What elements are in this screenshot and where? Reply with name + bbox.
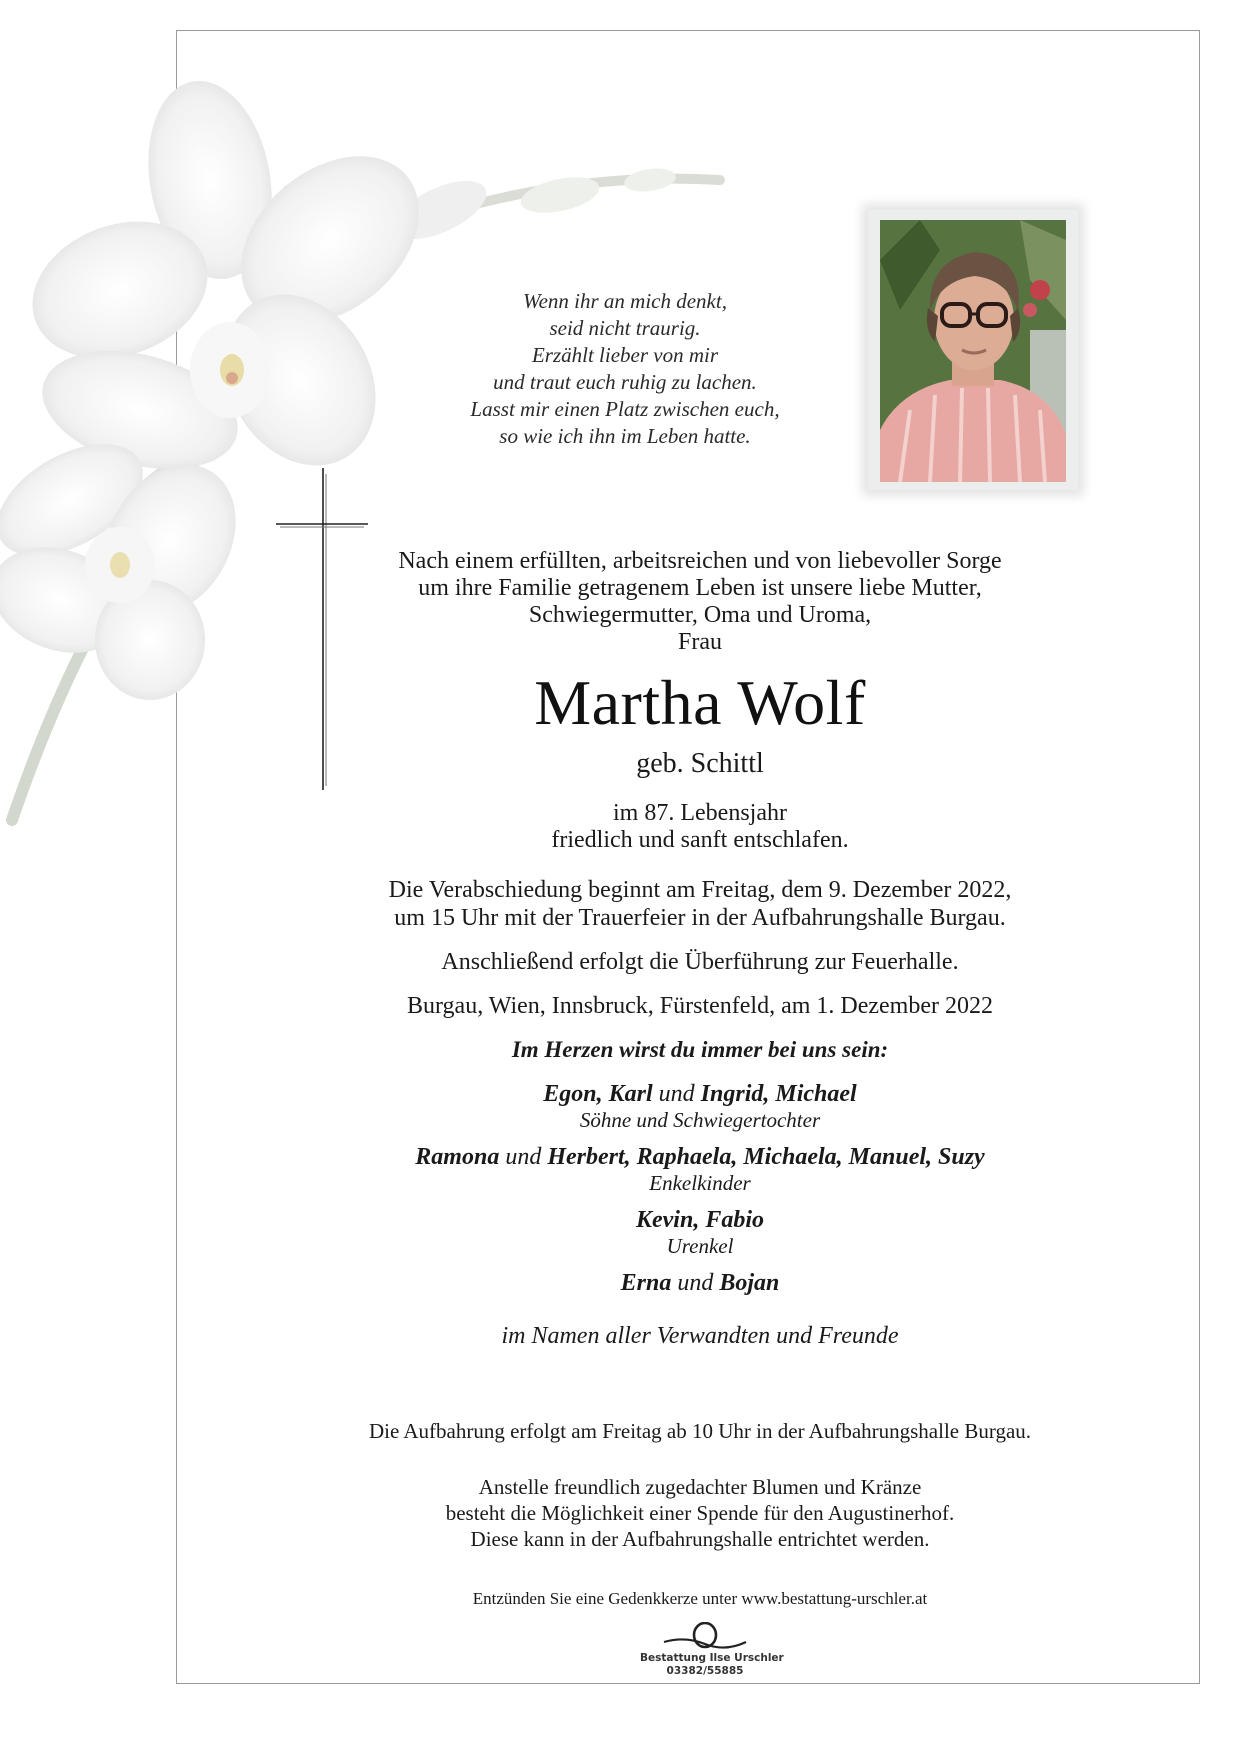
logo-phone: 03382/55885 bbox=[666, 1665, 744, 1677]
mourner-name-part: Herbert, Raphaela, Michaela, Manuel, Suzy bbox=[547, 1144, 985, 1170]
farewell-line: um 15 Uhr mit der Trauerfeier in der Aufbahrungshalle Burgau. bbox=[394, 905, 1006, 931]
mourner-connector: und bbox=[652, 1081, 701, 1107]
memorial-candle-link[interactable]: Entzünden Sie eine Gedenkkerze unter www.bestattung-urschler.at bbox=[472, 1589, 928, 1608]
donation-line: Anstelle freundlich zugedachter Blumen und Kränze bbox=[478, 1475, 922, 1499]
mourner-names bbox=[320, 1206, 1080, 1234]
portrait-image bbox=[880, 220, 1066, 482]
mourner-name-part: Ingrid, Michael bbox=[700, 1081, 857, 1107]
mourner-group bbox=[320, 1143, 1080, 1196]
poem-line: seid nicht traurig. bbox=[549, 316, 701, 340]
age-line: im 87. Lebensjahr bbox=[613, 800, 787, 826]
mourner-role: Urenkel bbox=[666, 1234, 734, 1258]
mourner-role: Enkelkinder bbox=[649, 1171, 751, 1195]
mourner-name-part: Kevin, Fabio bbox=[635, 1207, 764, 1233]
funeral-home-logo bbox=[640, 1622, 784, 1678]
mourner-role: Söhne und Schwiegertochter bbox=[579, 1108, 821, 1132]
portrait-photo bbox=[868, 210, 1078, 490]
intro-line: Schwiegermutter, Oma und Uroma, bbox=[528, 602, 872, 628]
mourner-name-part: Erna bbox=[620, 1270, 672, 1296]
mourner-name-part: Ramona bbox=[415, 1144, 500, 1170]
mourner-group bbox=[320, 1080, 1080, 1133]
mourner-group bbox=[320, 1269, 1080, 1297]
age-line: friedlich und sanft entschlafen. bbox=[551, 827, 849, 853]
intro-line: Nach einem erfüllten, arbeitsreichen und von liebevoller Sorge bbox=[398, 548, 1002, 574]
memorial-poem bbox=[420, 288, 830, 450]
funeral-home-logo-icon bbox=[660, 1622, 750, 1652]
all-relatives-line: im Namen aller Verwandten und Freunde bbox=[501, 1323, 899, 1349]
mourner-name-part: Egon, Karl bbox=[543, 1081, 653, 1107]
deceased-name: Martha Wolf bbox=[534, 667, 866, 738]
farewell-line: Die Verabschiedung beginnt am Freitag, dem 9. Dezember 2022, bbox=[388, 877, 1012, 903]
mourner-connector: und bbox=[671, 1270, 720, 1296]
transfer-note: Anschließend erfolgt die Überführung zur Feuerhalle. bbox=[441, 949, 959, 975]
mourner-connector: und bbox=[499, 1144, 548, 1170]
mourners-list bbox=[320, 1080, 1080, 1307]
mourner-names bbox=[320, 1143, 1080, 1171]
poem-line: so wie ich ihn im Leben hatte. bbox=[499, 424, 751, 448]
intro-line: um ihre Familie getragenem Leben ist unsere liebe Mutter, bbox=[418, 575, 982, 601]
donation-line: besteht die Möglichkeit einer Spende für den Augustinerhof. bbox=[445, 1501, 955, 1525]
mourner-group bbox=[320, 1206, 1080, 1259]
intro-line: Frau bbox=[678, 629, 722, 655]
in-heart-heading: Im Herzen wirst du immer bei uns sein: bbox=[511, 1037, 889, 1062]
place-and-date: Burgau, Wien, Innsbruck, Fürstenfeld, am 1. Dezember 2022 bbox=[406, 993, 993, 1019]
age-statement bbox=[320, 800, 1080, 854]
viewing-notice: Die Aufbahrung erfolgt am Freitag ab 10 Uhr in der Aufbahrungshalle Burgau. bbox=[368, 1419, 1032, 1443]
poem-line: Wenn ihr an mich denkt, bbox=[523, 289, 727, 313]
donation-line: Diese kann in der Aufbahrungshalle entrichtet werden. bbox=[470, 1527, 930, 1551]
poem-line: und traut euch ruhig zu lachen. bbox=[493, 370, 757, 394]
poem-line: Erzählt lieber von mir bbox=[531, 343, 719, 367]
donation-notice bbox=[320, 1474, 1080, 1552]
farewell-details bbox=[320, 876, 1080, 932]
mourner-names bbox=[320, 1080, 1080, 1108]
mourner-name-part: Bojan bbox=[719, 1270, 780, 1296]
logo-company-name: Bestattung Ilse Urschler bbox=[640, 1652, 784, 1664]
mourner-names bbox=[320, 1269, 1080, 1297]
maiden-name: geb. Schittl bbox=[636, 748, 764, 779]
poem-line: Lasst mir einen Platz zwischen euch, bbox=[470, 397, 780, 421]
announcement-intro bbox=[320, 548, 1080, 656]
